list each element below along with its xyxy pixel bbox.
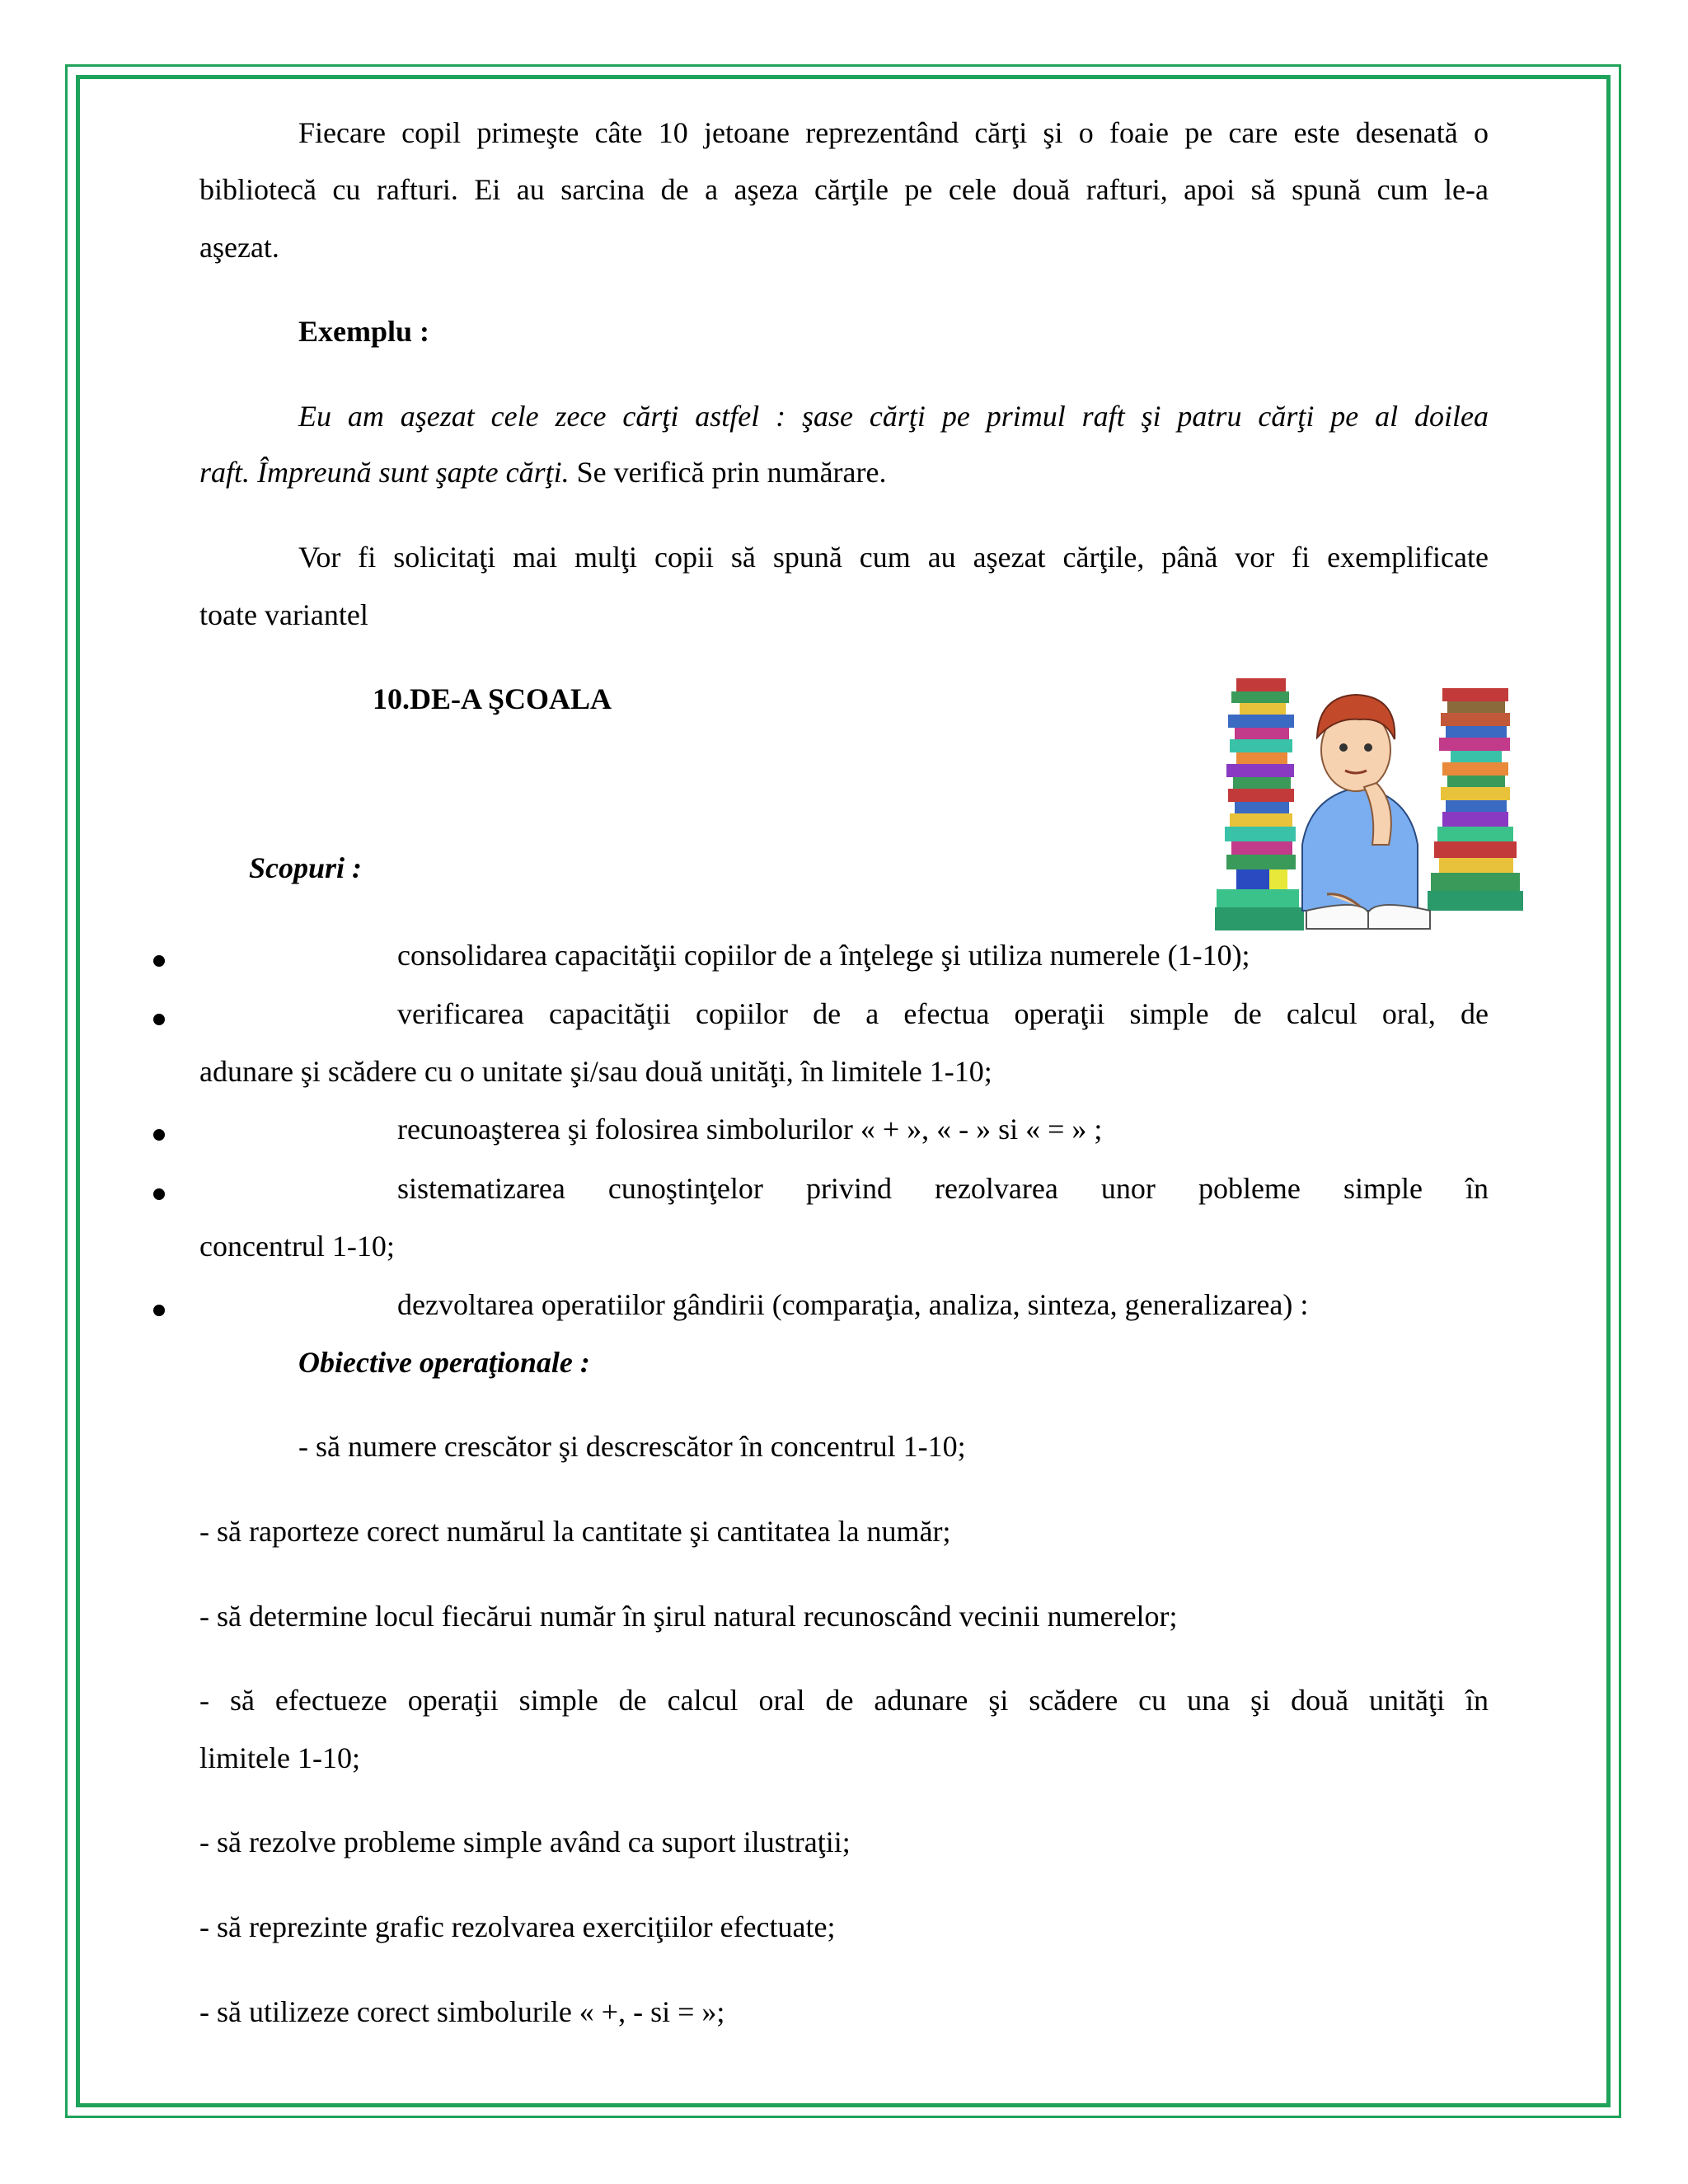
scope-item-2: verificarea capacităţii copiilor de a efectua operaţii simple de calcul oral, de bbox=[397, 997, 1489, 1030]
scope-item-4: sistematizarea cunoştinţelor privind rezolvarea unor pobleme simple în bbox=[397, 1172, 1489, 1205]
scope-item-5: dezvoltarea operatiilor gândirii (comparaţia, analiza, sinteza, generalizarea) : bbox=[397, 1288, 1309, 1321]
boy-with-books-illustration bbox=[1212, 672, 1535, 932]
scope-bullet-5 bbox=[153, 1305, 165, 1316]
objective-item-1: - să numere crescător şi descrescător în concentrul 1-10; bbox=[298, 1430, 966, 1463]
scope-bullet-1 bbox=[153, 955, 165, 967]
section-title: 10.DE-A ŞCOALA bbox=[373, 682, 612, 715]
objectives-heading: Obiective operaţionale : bbox=[298, 1346, 590, 1379]
scope-bullet-3 bbox=[153, 1129, 165, 1141]
example-line-2 bbox=[199, 457, 886, 487]
objective-item-4-cont: limitele 1-10; bbox=[199, 1741, 360, 1774]
scope-item-2-cont: adunare şi scădere cu o unitate şi/sau două unităţi, în limitele 1-10; bbox=[199, 1055, 992, 1088]
scope-item-4-cont: concentrul 1-10; bbox=[199, 1230, 395, 1263]
scope-item-1: consolidarea capacităţii copiilor de a înţelege şi utiliza numerele (1-10); bbox=[397, 939, 1250, 972]
scope-item-3: recunoaşterea şi folosirea simbolurilor « + », « - » si « = » ; bbox=[397, 1113, 1103, 1146]
objective-item-7: - să utilizeze corect simbolurile « +, - si = »; bbox=[199, 1995, 725, 2028]
example-line-1: Eu am aşezat cele zece cărţi astfel : şase cărţi pe primul raft şi patru cărţi pe al doilea bbox=[298, 400, 1489, 433]
scope-bullet-4 bbox=[153, 1188, 165, 1200]
intro-line-2: bibliotecă cu rafturi. Ei au sarcina de a aşeza cărţile pe cele două rafturi, apoi să spună cum le-a bbox=[199, 173, 1489, 206]
intro-line-1: Fiecare copil primeşte câte 10 jetoane reprezentând cărţi şi o foaie pe care este desenată o bbox=[298, 116, 1489, 149]
objective-item-5: - să rezolve probleme simple având ca suport ilustraţii; bbox=[199, 1825, 851, 1858]
left-book-stack bbox=[1215, 678, 1304, 930]
objective-item-3: - să determine locul fiecărui număr în şirul natural recunoscând vecinii numerelor; bbox=[199, 1600, 1178, 1633]
scopes-heading: Scopuri : bbox=[249, 851, 363, 884]
objective-item-4: - să efectueze operaţii simple de calcul oral de adunare şi scădere cu una şi două unităţi în bbox=[199, 1684, 1489, 1717]
example-line-2-rest: Se verifică prin numărare. bbox=[569, 456, 887, 489]
variants-line-2: toate variantel bbox=[199, 598, 368, 631]
example-heading: Exemplu : bbox=[298, 315, 430, 348]
objective-item-6: - să reprezinte grafic rezolvarea exerciţiilor efectuate; bbox=[199, 1910, 836, 1943]
variants-line-1: Vor fi solicitaţi mai mulţi copii să spună cum au aşezat cărţile, până vor fi exemplificate bbox=[298, 541, 1489, 574]
right-book-stack bbox=[1428, 688, 1523, 911]
example-line-2-italic: raft. Împreună sunt şapte cărţi. bbox=[199, 456, 570, 489]
objective-item-2: - să raporteze corect numărul la cantitate şi cantitatea la număr; bbox=[199, 1515, 951, 1548]
boy-figure bbox=[1302, 695, 1418, 911]
intro-line-3: aşezat. bbox=[199, 231, 279, 264]
scope-bullet-2 bbox=[153, 1014, 165, 1025]
page-border-inner bbox=[76, 75, 1611, 2107]
